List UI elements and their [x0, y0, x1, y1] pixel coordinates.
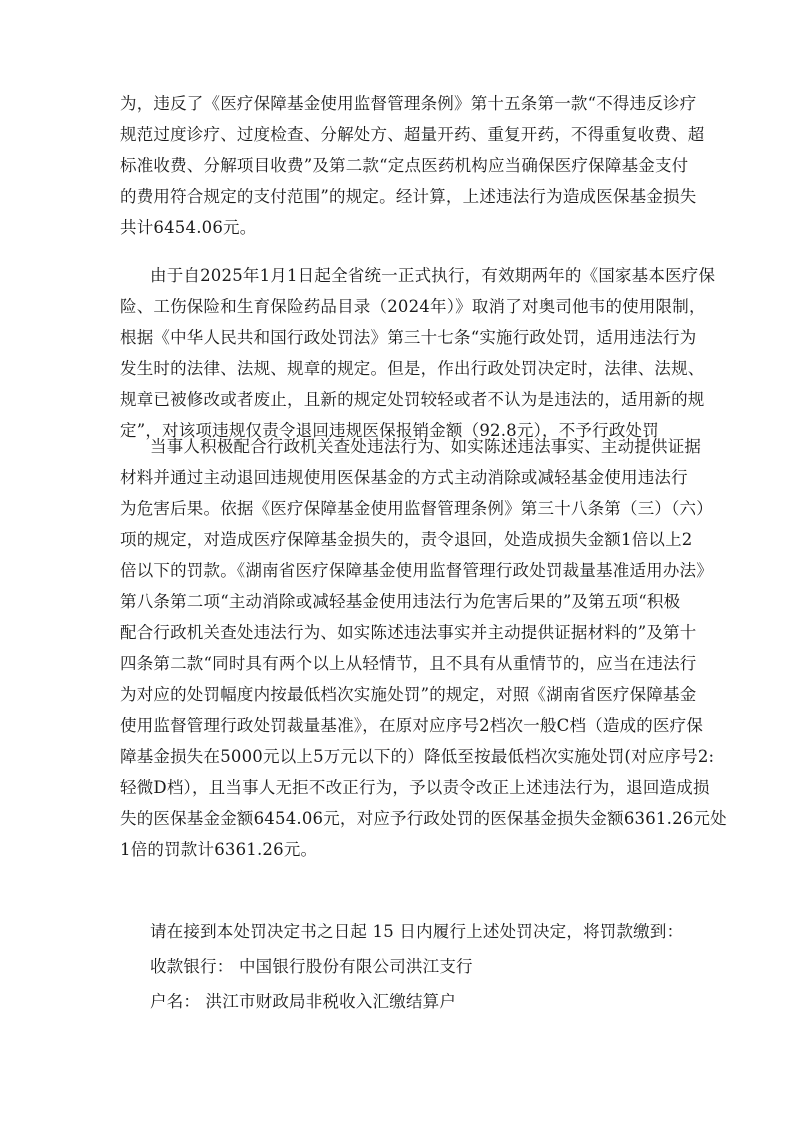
text-line: 轻微D档），且当事人无拒不改正行为，予以责令改正上述违法行为，退回造成损: [120, 778, 710, 797]
text-line: 障基金损失在5000元以上5万元以下的）降低至按最低档次实施处罚(对应序号2:: [120, 747, 715, 766]
text-line: 发生时的法律、法规、规章的规定。但是，作出行政处罚决定时，法律、法规、: [120, 359, 705, 378]
text-line: 四条第二款“同时具有两个以上从轻情节，且不具有从重情节的，应当在违法行: [120, 654, 697, 673]
text-line: 定”，对该项违规仅责令退回违规医保报销金额（92.8元），不予行政处罚: [120, 421, 659, 440]
text-line: 险、工伤保险和生育保险药品目录（2024年）》取消了对奥司他韦的使用限制，: [120, 297, 706, 316]
text-line: 为，违反了《医疗保障基金使用监督管理条例》第十五条第一款“不得违反诊疗: [120, 94, 697, 113]
text-line: 配合行政机关查处违法行为、如实陈述违法事实并主动提供证据材料的”及第十: [120, 623, 697, 642]
paragraph-violation: [120, 88, 705, 243]
text-line: 规章已被修改或者废止，且新的规定处罚较轻或者不认为是违法的，适用新的规: [120, 390, 705, 409]
paragraph-catalog-change: [120, 260, 716, 446]
text-line: 当事人积极配合行政机关查处违法行为、如实陈述违法事实、主动提供证据: [150, 437, 702, 456]
payment-bank: 收款银行： 中国银行股份有限公司洪江支行: [150, 957, 473, 976]
text-line: 失的医保基金金额6454.06元，对应予行政处罚的医保基金损失金额6361.26元处: [120, 809, 727, 828]
paragraph-penalty-decision: [120, 431, 727, 865]
text-line: 项的规定，对造成医疗保障基金损失的，责令退回，处造成损失金额1倍以上2: [120, 530, 693, 549]
text-line: 根据《中华人民共和国行政处罚法》第三十七条“实施行政处罚，适用违法行为: [120, 328, 697, 347]
payment-instruction: 请在接到本处罚决定书之日起 15 日内履行上述处罚决定，将罚款缴到：: [150, 922, 684, 941]
text-line: 材料并通过主动退回违规使用医保基金的方式主动消除或减轻基金使用违法行: [120, 468, 688, 487]
payment-info: [150, 914, 690, 1019]
text-line: 为对应的处罚幅度内按最低档次实施处罚”的规定，对照《湖南省医疗保障基金: [120, 685, 697, 704]
text-line: 1倍的罚款计6361.26元。: [120, 840, 318, 859]
text-line: 倍以下的罚款。《湖南省医疗保障基金使用监督管理行政处罚裁量基准适用办法》: [120, 561, 713, 580]
text-line: 的费用符合规定的支付范围”的规定。经计算，上述违法行为造成医保基金损失: [120, 187, 697, 206]
text-line: 使用监督管理行政处罚裁量基准》，在原对应序号2档次一般C档（造成的医疗保: [120, 716, 704, 735]
text-line: 共计6454.06元。: [120, 218, 257, 237]
text-line: 由于自2025年1月1日起全省统一正式执行，有效期两年的《国家基本医疗保: [150, 266, 716, 285]
text-line: 规范过度诊疗、过度检查、分解处方、超量开药、重复开药，不得重复收费、超: [120, 125, 705, 144]
text-line: 为危害后果。依据《医疗保障基金使用监督管理条例》第三十八条第（三）（六）: [120, 499, 713, 518]
text-line: 第八条第二项“主动消除或减轻基金使用违法行为危害后果的”及第五项“积极: [120, 592, 681, 611]
text-line: 标准收费、分解项目收费”及第二款“定点医药机构应当确保医疗保障基金支付: [120, 156, 689, 175]
payment-account-name: 户名： 洪江市财政局非税收入汇缴结算户: [150, 992, 457, 1011]
